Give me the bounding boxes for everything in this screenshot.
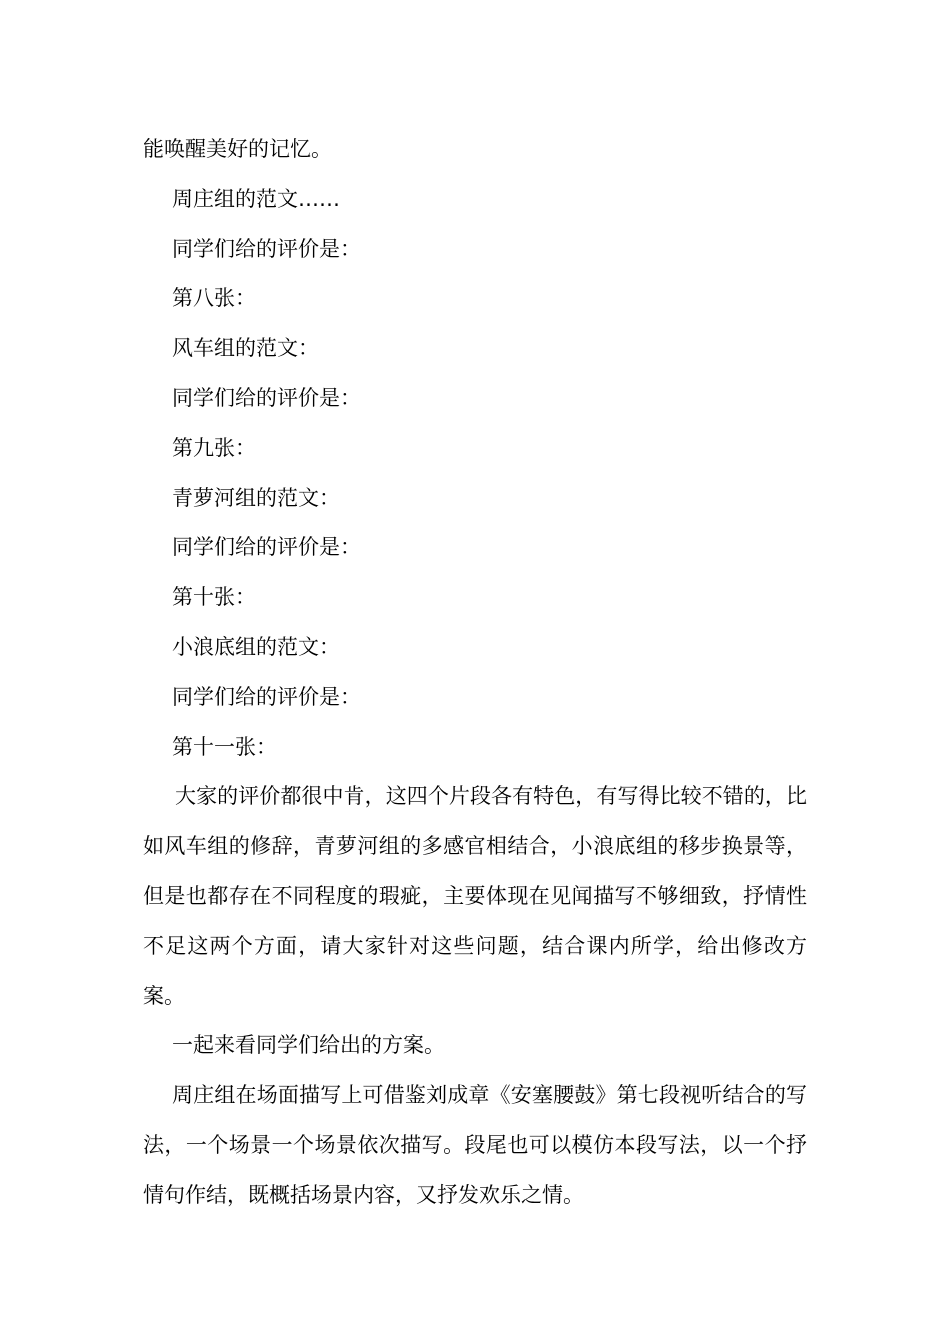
paragraph-evaluation: 同学们给的评价是：: [172, 684, 361, 709]
paragraph-evaluation: 同学们给的评价是：: [172, 535, 361, 560]
paragraph-solutions-intro: 一起来看同学们给出的方案。: [172, 1033, 445, 1058]
paragraph-fengche-sample: 风车组的范文：: [172, 336, 319, 361]
document-body: [143, 125, 807, 1221]
paragraph-zhouzhuang-solution: 周庄组在场面描写上可借鉴刘成章《安塞腰鼓》第七段视听结合的写法，一个场景一个场景依次描写。段尾也可以模仿本段写法，以一个抒情句作结，既概括场景内容，又抒发欢乐之情。: [143, 1083, 807, 1207]
paragraph-evaluation: 同学们给的评价是：: [172, 236, 361, 261]
paragraph-zhouzhuang-sample: 周庄组的范文……: [172, 186, 340, 211]
paragraph-qingluohe-sample: 青萝河组的范文：: [172, 485, 340, 510]
paragraph-slide-9: 第九张：: [172, 435, 256, 460]
paragraph-slide-11: 第十一张：: [172, 734, 277, 759]
paragraph-continuation: 能唤醒美好的记忆。: [143, 137, 332, 161]
paragraph-slide-8: 第八张：: [172, 286, 256, 311]
paragraph-summary: 大家的评价都很中肯，这四个片段各有特色，有写得比较不错的，比如风车组的修辞，青萝河组的多感官相结合，小浪底组的移步换景等，但是也都存在不同程度的瑕疵，主要体现在见闻描写不够细致，抒情性不足这两个方面，请大家针对这些问题，结合课内所学，给出修改方案。: [143, 784, 807, 1008]
paragraph-evaluation: 同学们给的评价是：: [172, 385, 361, 410]
paragraph-slide-10: 第十张：: [172, 585, 256, 610]
paragraph-xiaolangdi-sample: 小浪底组的范文：: [172, 634, 340, 659]
